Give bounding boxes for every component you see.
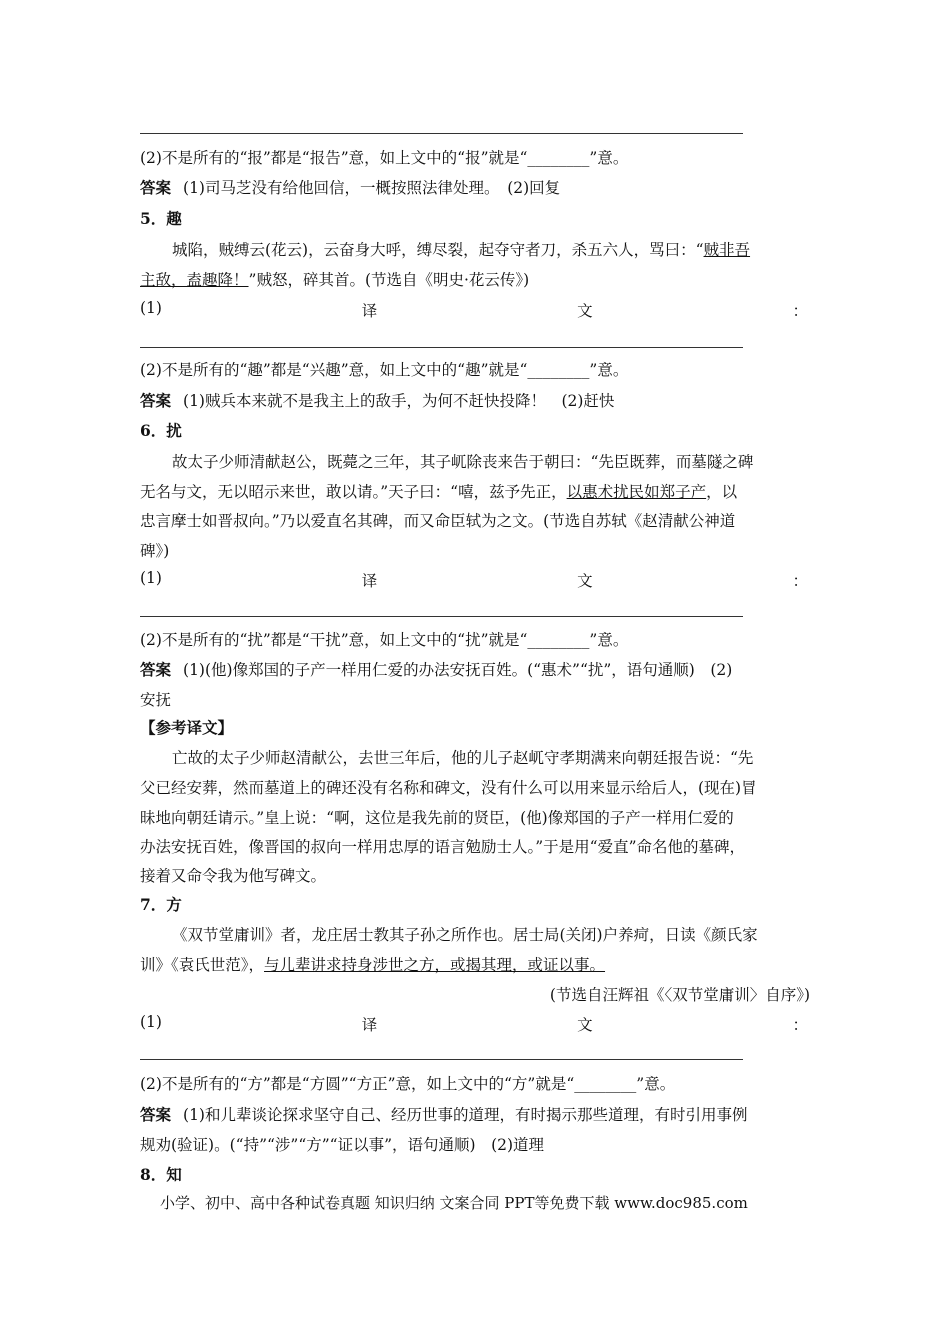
trans-char: 文 bbox=[577, 1016, 593, 1034]
ref-line: 父已经安葬，然而墓道上的碑还没有名称和碑文，没有什么可以用来显示给后人，(现在)冒 bbox=[140, 779, 757, 797]
q6-passage-line3: 忠言摩士如晋叔向。”乃以爱直名其碑，而又命臣轼为之文。(节选自苏轼《赵清献公神道 bbox=[140, 512, 736, 530]
trans-colon: ： bbox=[792, 572, 808, 590]
answer-line bbox=[140, 347, 743, 348]
answer-line bbox=[140, 616, 743, 617]
trans-label: (1) bbox=[140, 299, 162, 317]
answer-line bbox=[140, 133, 743, 134]
q7-translation-prompt bbox=[140, 1013, 808, 1035]
answer-label: 答案 bbox=[140, 660, 172, 679]
passage-text: ”贼怒，碎其首。(节选自《明史·花云传》) bbox=[248, 271, 530, 289]
passage-text: 无名与文，无以昭示来世，敢以请。”天子曰：“嘻，兹予先正， bbox=[140, 483, 567, 501]
q7-answer-line2: 规劝(验证)。(“持”“涉”“方”“证以事”，语句通顺) (2)道理 bbox=[140, 1136, 545, 1154]
q4-answer bbox=[140, 176, 560, 198]
q7-source: (节选自汪辉祖《〈双节堂庸训〉自序》) bbox=[549, 986, 810, 1004]
ref-line: 亡故的太子少师赵清献公，去世三年后，他的儿子赵屼守孝期满来向朝廷报告说：“先 bbox=[172, 749, 754, 767]
q5-translation-prompt bbox=[140, 299, 808, 321]
q7-part2: (2)不是所有的“方”都是“方圆”“方正”意，如上文中的“方”就是“________”意。 bbox=[140, 1075, 676, 1093]
passage-text: 城陷，贼缚云(花云)，云奋身大呼，缚尽裂，起夺守者刀，杀五六人，骂曰：“ bbox=[172, 241, 704, 259]
answer-label: 答案 bbox=[140, 1105, 172, 1124]
q7-answer-line1 bbox=[140, 1103, 747, 1125]
trans-label: (1) bbox=[140, 569, 162, 587]
trans-colon: ： bbox=[792, 302, 808, 320]
q7-passage-line2 bbox=[140, 953, 605, 975]
trans-char: 译 bbox=[361, 1016, 378, 1034]
trans-colon: ： bbox=[792, 1016, 808, 1034]
q6-translation-prompt bbox=[140, 569, 808, 591]
q8-heading: 8．知 bbox=[140, 1165, 182, 1184]
q5-passage-line1 bbox=[172, 238, 750, 260]
answer-text: (1)贼兵本来就不是我主上的敌手，为何不赶快投降！ (2)赶快 bbox=[183, 392, 615, 410]
trans-char: 译 bbox=[361, 302, 378, 320]
q5-part2: (2)不是所有的“趣”都是“兴趣”意，如上文中的“趣”就是“________”意。 bbox=[140, 361, 629, 379]
passage-text: 训》《袁氏世范》， bbox=[140, 956, 265, 974]
q6-passage-line2 bbox=[140, 480, 737, 502]
q7-passage-line1: 《双节堂庸训》者，龙庄居士教其子孙之所作也。居士局(关闭)户养疴，日读《颜氏家 bbox=[172, 926, 758, 944]
underlined-text: 与儿辈讲求持身涉世之方，或揭其理，或证以事。 bbox=[264, 956, 606, 974]
q6-heading: 6．扰 bbox=[140, 421, 182, 440]
trans-char: 文 bbox=[577, 572, 593, 590]
page-footer: 小学、初中、高中各种试卷真题 知识归纳 文案合同 PPT等免费下载 www.doc985.com bbox=[160, 1194, 748, 1212]
answer-label: 答案 bbox=[140, 391, 172, 410]
q6-answer-line1 bbox=[140, 658, 732, 680]
answer-text: (1)(他)像郑国的子产一样用仁爱的办法安抚百姓。(“惠术”“扰”，语句通顺) (2) bbox=[183, 661, 733, 679]
trans-char: 译 bbox=[361, 572, 378, 590]
underlined-text: 贼非吾 bbox=[703, 241, 751, 259]
underlined-text: 主敌，盍趣降！ bbox=[140, 271, 249, 289]
answer-line bbox=[140, 1059, 743, 1060]
ref-line: 昧地向朝廷请示。”皇上说：“啊，这位是我先前的贤臣，(他)像郑国的子产一样用仁爱的 bbox=[140, 809, 734, 827]
answer-label: 答案 bbox=[140, 178, 172, 197]
q6-passage-line1: 故太子少师清献赵公，既薨之三年，其子屼除丧来告于朝曰：“先臣既葬，而墓隧之碑 bbox=[172, 453, 754, 471]
q5-passage-line2 bbox=[140, 268, 529, 290]
q6-passage-line4: 碑》) bbox=[140, 542, 170, 560]
trans-label: (1) bbox=[140, 1013, 162, 1031]
underlined-text: 以惠术扰民如郑子产 bbox=[566, 483, 707, 501]
answer-text: (1)司马芝没有给他回信，一概按照法律处理。 (2)回复 bbox=[183, 179, 561, 197]
q5-heading: 5．趣 bbox=[140, 209, 182, 228]
passage-text: ，以 bbox=[706, 483, 738, 501]
q6-part2: (2)不是所有的“扰”都是“干扰”意，如上文中的“扰”就是“________”意。 bbox=[140, 631, 629, 649]
ref-line: 办法安抚百姓，像晋国的叔向一样用忠厚的语言勉励士人。”于是用“爱直”命名他的墓碑， bbox=[140, 838, 746, 856]
q7-heading: 7．方 bbox=[140, 895, 182, 914]
answer-text: (1)和儿辈谈论探求坚守自己、经历世事的道理，有时揭示那些道理，有时引用事例 bbox=[183, 1106, 748, 1124]
q4-part2: (2)不是所有的“报”都是“报告”意，如上文中的“报”就是“________”意。 bbox=[140, 149, 629, 167]
ref-line: 接着又命令我为他写碑文。 bbox=[140, 867, 327, 885]
q5-answer bbox=[140, 389, 614, 411]
ref-heading: 【参考译文】 bbox=[140, 718, 234, 737]
q6-answer-line2: 安抚 bbox=[140, 691, 172, 709]
trans-char: 文 bbox=[577, 302, 593, 320]
